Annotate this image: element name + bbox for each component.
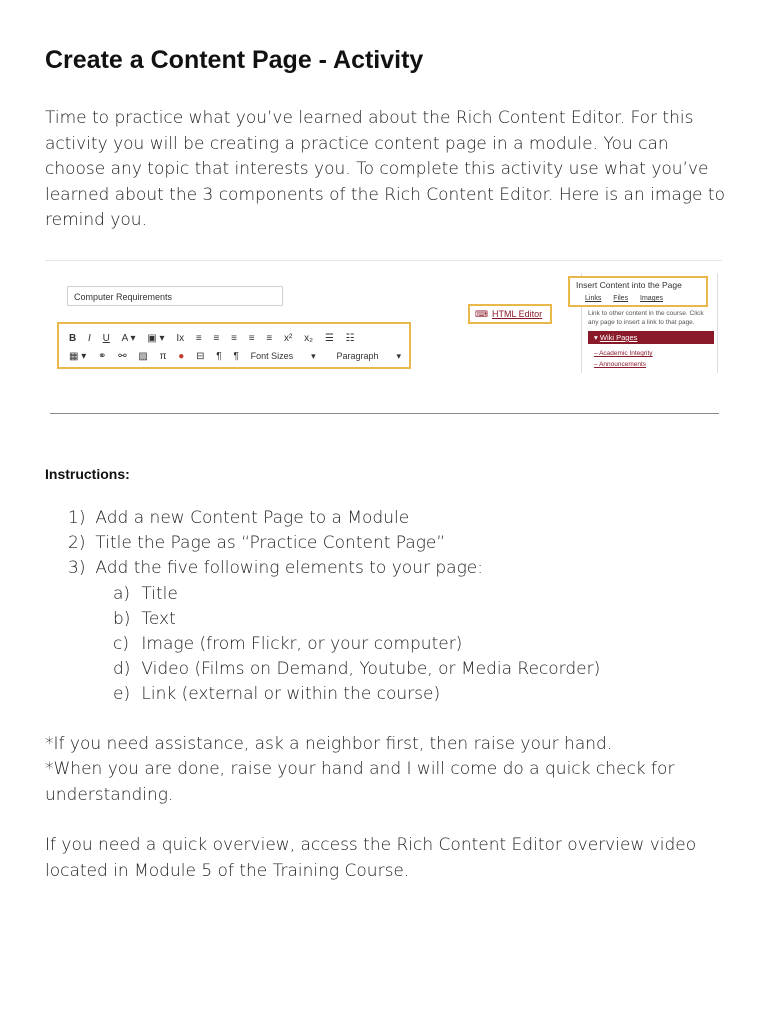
list-item [113, 632, 600, 657]
editor-toolbar [57, 322, 411, 369]
substep-letter: c) [113, 634, 129, 655]
sidebar-help-text: Link to other content in the course. Click any page to insert a link to that page. [588, 310, 704, 326]
substep-letter: d) [113, 659, 131, 680]
instructions-list [68, 506, 600, 708]
text-color-icon: A ▾ [121, 333, 136, 344]
bold-icon: B [69, 333, 77, 344]
wiki-pages-label: Wiki Pages [599, 333, 638, 342]
substep-letter: a) [113, 583, 131, 604]
page-title: Create a Content Page - Activity [45, 46, 424, 74]
completion-note: *When you are done, raise your hand and I will come do a quick check for understanding. [45, 759, 675, 805]
list-item [113, 682, 600, 707]
step-number: 1) [68, 508, 86, 528]
step-text: Add the five following elements to your page: [95, 558, 483, 579]
substep-text: Link (external or within the course) [141, 684, 441, 705]
substep-text: Image (from Flickr, or your computer) [141, 634, 463, 655]
embed-icon: ⊟ [196, 351, 205, 362]
indent-icon: ≡ [266, 333, 273, 344]
list-item [68, 506, 600, 531]
toolbar-row-1 [69, 333, 364, 344]
step-text: Add a new Content Page to a Module [95, 508, 410, 528]
paragraph-select [336, 351, 410, 362]
image-icon: ▨ [138, 351, 148, 362]
subscript-icon: x₂ [304, 333, 314, 344]
paragraph-label: Paragraph [336, 351, 379, 361]
font-sizes-label: Font Sizes [250, 351, 294, 361]
list-item: – Academic Integrity [594, 350, 653, 357]
substep-text: Video (Films on Demand, Youtube, or Media Recorder) [141, 659, 601, 680]
list-item [113, 607, 600, 632]
html-editor-label: HTML Editor [492, 309, 543, 319]
substep-letter: e) [113, 684, 131, 705]
background-color-icon: ▣ ▾ [147, 333, 165, 344]
assistance-note: *If you need assistance, ask a neighbor first, then raise your hand. [45, 734, 613, 754]
tab-files: Files [613, 295, 629, 302]
insert-content-box [568, 276, 708, 307]
align-right-icon: ≡ [231, 333, 237, 344]
align-center-icon: ≡ [213, 333, 220, 344]
substep-letter: b) [113, 608, 131, 629]
font-sizes-select [251, 351, 325, 362]
tab-images: Images [640, 295, 663, 302]
overview-note: If you need a quick overview, access the Rich Content Editor overview video located in Module 5 of the Training Course. [45, 835, 697, 881]
element-list [68, 582, 600, 708]
list-item-label: Academic Integrity [599, 350, 653, 357]
step-text: Title the Page as “Practice Content Page” [95, 533, 446, 554]
step-number: 3) [68, 558, 86, 579]
substep-text: Text [141, 608, 176, 629]
numbered-list-icon: ☷ [345, 333, 355, 344]
insert-content-tabs [585, 295, 673, 302]
substep-text: Title [141, 583, 178, 604]
html-editor-link [468, 304, 552, 324]
content-selector-sidebar [576, 273, 718, 373]
list-item [68, 556, 600, 707]
wiki-pages-header: ▾ Wiki Pages [588, 331, 714, 344]
list-item [113, 582, 600, 607]
html-editor-icon: ⌨ [475, 309, 488, 319]
list-item [68, 531, 600, 556]
superscript-icon: x² [284, 333, 293, 344]
bullet-list-icon: ☰ [324, 333, 334, 344]
step-number: 2) [68, 533, 86, 554]
underline-icon: U [102, 333, 110, 344]
list-item [113, 657, 600, 682]
chevron-down-icon: ▾ [396, 351, 402, 361]
align-left-icon: ≡ [195, 333, 202, 344]
list-item: – Announcements [594, 361, 647, 368]
chevron-down-icon: ▾ [311, 351, 316, 361]
insert-content-title: Insert Content into the Page [576, 280, 682, 290]
unlink-icon: ⚯ [118, 351, 127, 362]
rtl-icon: ¶ [233, 351, 239, 362]
italic-icon: I [88, 333, 91, 344]
ltr-icon: ¶ [216, 351, 222, 362]
intro-paragraph: Time to practice what you’ve learned about the Rich Content Editor. For this activity you will be creating a practice content page in a module. You can choose any topic that interests you. To complete this activity use what you’ve learned about the 3 components of the Rich Content Editor. Here is an image to remind you. [45, 108, 725, 230]
toolbar-row-2 [69, 351, 419, 362]
page-title-field: Computer Requirements [67, 286, 283, 306]
media-icon: ● [178, 351, 185, 362]
instructions-heading: Instructions: [45, 466, 130, 482]
tab-links: Links [585, 295, 602, 302]
rich-content-editor-image [45, 260, 722, 375]
table-icon: ▦ ▾ [69, 351, 87, 362]
clear-formatting-icon: Ix [176, 333, 185, 344]
list-item-label: Announcements [599, 361, 647, 368]
link-icon: ⚭ [98, 351, 107, 362]
equation-icon: π [159, 351, 167, 362]
outdent-icon: ≡ [248, 333, 255, 344]
horizontal-divider [50, 413, 719, 414]
